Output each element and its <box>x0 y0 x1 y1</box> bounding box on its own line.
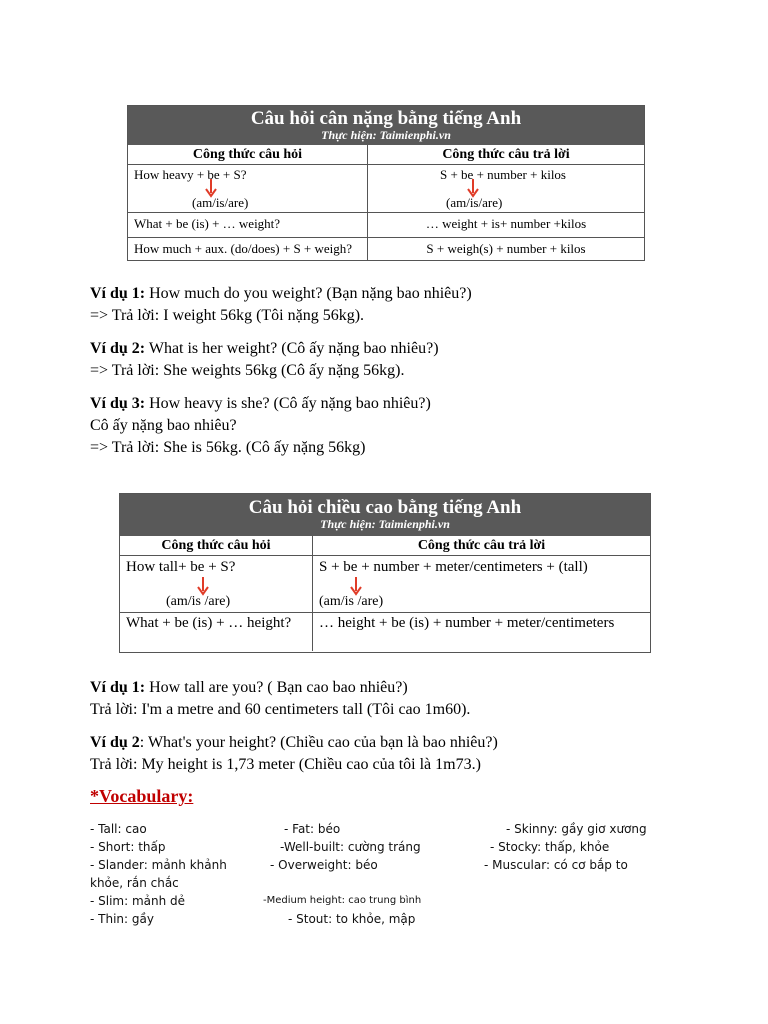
table-header-row <box>120 536 650 555</box>
table-cell <box>313 556 650 612</box>
red-arrow-icon <box>194 576 212 596</box>
example-line: Cô ấy nặng bao nhiêu? <box>90 417 237 434</box>
vocab-item: - Short: thấp <box>90 840 166 854</box>
table-cell <box>120 556 313 612</box>
red-arrow-icon <box>202 178 220 198</box>
example-answer: Trả lời: I'm a metre and 60 centimeters tall (Tôi cao 1m60). <box>90 701 471 718</box>
vocabulary-title: *Vocabulary: <box>90 786 194 806</box>
example-text: How heavy is she? (Cô ấy nặng bao nhiêu?) <box>145 395 431 412</box>
formula-text: … height + be (is) + number + meter/centimeters <box>319 615 615 631</box>
table-cell <box>368 165 644 212</box>
height-example-1 <box>90 677 470 721</box>
formula-text: What + be (is) + … weight? <box>128 213 368 237</box>
example-answer: => Trả lời: She is 56kg. (Cô ấy nặng 56kg) <box>90 439 366 456</box>
example-label: Ví dụ 3: <box>90 395 146 412</box>
example-label: Ví dụ 1: <box>90 285 146 302</box>
vocab-item: - Stout: to khỏe, mập <box>288 912 416 926</box>
formula-text: How heavy + be + S? <box>134 167 247 182</box>
table-title-block <box>128 106 644 145</box>
header-question: Công thức câu hỏi <box>128 145 368 164</box>
height-example-2 <box>90 732 498 776</box>
height-formula-table <box>119 493 651 653</box>
header-answer: Công thức câu trả lời <box>417 538 546 553</box>
table-cell <box>128 165 368 212</box>
table-subtitle: Thực hiện: Taimienphi.vn <box>320 516 450 531</box>
table-row <box>128 164 644 212</box>
vocab-item: - Stocky: thấp, khỏe <box>490 840 610 854</box>
weight-example-3 <box>90 393 431 459</box>
example-answer: => Trả lời: I weight 56kg (Tôi nặng 56kg). <box>90 307 365 324</box>
weight-example-1 <box>90 283 472 327</box>
vocab-item: - Muscular: có cơ bắp to <box>484 858 628 872</box>
header-question: Công thức câu hỏi <box>120 536 313 555</box>
vocab-item: - Slander: mảnh khảnh <box>90 858 227 872</box>
table-subtitle: Thực hiện: Taimienphi.vn <box>321 127 451 142</box>
table-row <box>120 555 650 612</box>
table-row <box>120 612 650 651</box>
vocab-item: - Slim: mảnh dẻ <box>90 894 186 908</box>
red-arrow-icon <box>464 178 482 198</box>
example-label: Ví dụ 2: <box>90 340 146 357</box>
formula-text: S + be + number + kilos <box>440 167 566 182</box>
verb-forms-text: (am/is/are) <box>192 195 249 210</box>
table-row <box>128 212 644 237</box>
red-arrow-icon <box>347 576 365 596</box>
formula-text: S + be + number + meter/centimeters + (tall) <box>319 559 588 575</box>
formula-text: S + weigh(s) + number + kilos <box>426 241 586 256</box>
vocab-item: -Well-built: cường tráng <box>280 840 421 854</box>
formula-text: What + be (is) + … height? <box>120 613 313 651</box>
example-text: What is her weight? (Cô ấy nặng bao nhiêu?) <box>145 340 439 357</box>
vocab-column-1 <box>90 820 227 928</box>
weight-formula-table <box>127 105 645 261</box>
vocab-item: - Overweight: béo <box>270 858 378 872</box>
table-title-block <box>120 494 650 536</box>
formula-text: … weight + is+ number +kilos <box>425 216 587 231</box>
header-answer: Công thức câu trả lời <box>442 147 570 162</box>
verb-forms-text: (am/is /are) <box>166 594 231 609</box>
table-header-row <box>128 145 644 164</box>
verb-forms-text: (am/is/are) <box>446 195 503 210</box>
example-text: How much do you weight? (Bạn nặng bao nhiêu?) <box>145 285 472 302</box>
example-answer: Trả lời: My height is 1,73 meter (Chiều cao của tôi là 1m73.) <box>90 756 481 773</box>
weight-example-2 <box>90 338 439 382</box>
table-row <box>128 237 644 261</box>
example-answer: => Trả lời: She weights 56kg (Cô ấy nặng 56kg). <box>90 362 405 379</box>
verb-forms-text: (am/is /are) <box>319 594 384 609</box>
example-text: How tall are you? ( Bạn cao bao nhiêu?) <box>145 679 408 696</box>
table-title: Câu hỏi cân nặng bằng tiếng Anh <box>250 108 522 129</box>
example-label: Ví dụ 2 <box>90 734 140 751</box>
table-title: Câu hỏi chiều cao bằng tiếng Anh <box>248 497 522 518</box>
vocab-item: - Tall: cao <box>90 822 147 836</box>
vocab-item: - Fat: béo <box>284 822 341 836</box>
vocab-item: - Thin: gầy <box>90 912 154 926</box>
vocab-item: - Skinny: gầy giơ xương <box>506 822 647 836</box>
formula-text: How much + aux. (do/does) + S + weigh? <box>128 238 368 261</box>
example-label: Ví dụ 1: <box>90 679 146 696</box>
vocab-item-wrap: khỏe, rắn chắc <box>90 876 179 890</box>
formula-text: How tall+ be + S? <box>126 559 236 575</box>
vocab-item: -Medium height: cao trung bình <box>263 895 422 906</box>
example-text: : What's your height? (Chiều cao của bạn là bao nhiêu?) <box>139 734 498 751</box>
